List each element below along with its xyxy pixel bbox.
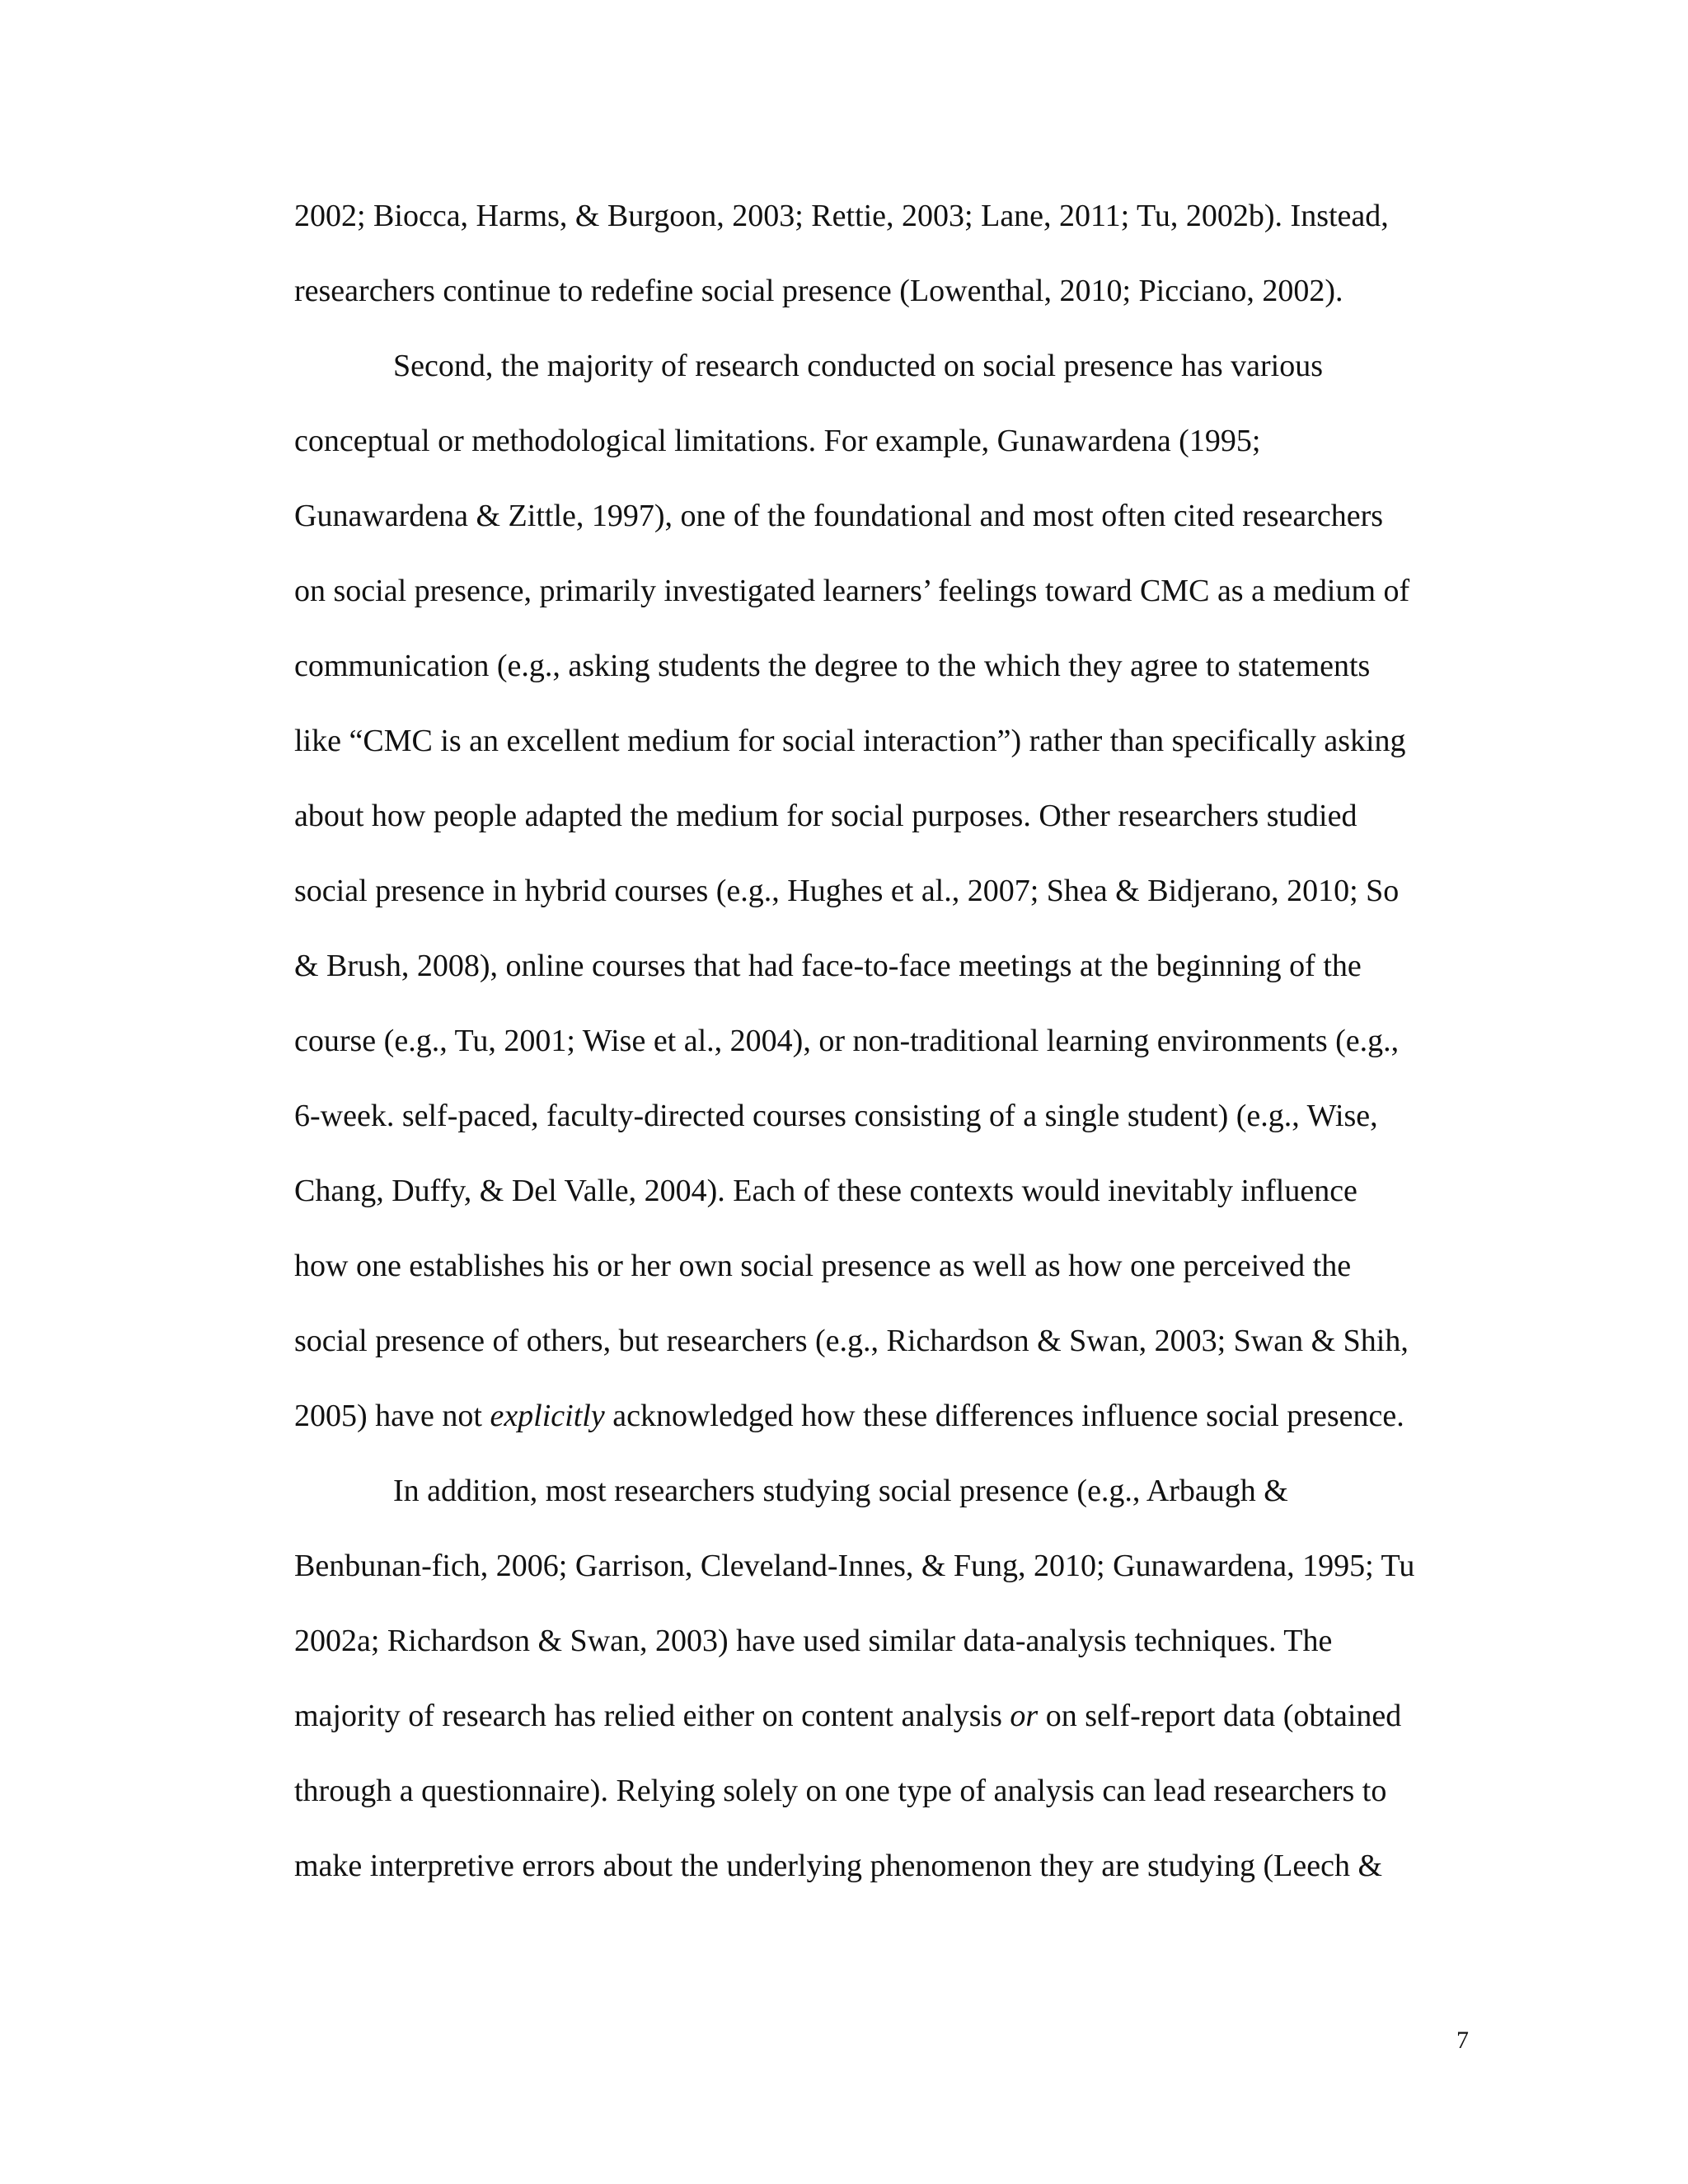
text-line: Chang, Duffy, & Del Valle, 2004). Each of these contexts would inevitably influence	[294, 1174, 1357, 1208]
text-line: social presence in hybrid courses (e.g., Hughes et al., 2007; Shea & Bidjerano, 2010; So	[294, 874, 1400, 908]
text-line: how one establishes his or her own social presence as well as how one perceived the	[294, 1249, 1352, 1283]
italic-emphasis: explicitly	[490, 1399, 605, 1433]
text-line: Benbunan-fich, 2006; Garrison, Cleveland-Innes, & Fung, 2010; Gunawardena, 1995; Tu	[294, 1549, 1415, 1583]
paragraph-first-line: Second, the majority of research conducted on social presence has various	[393, 349, 1323, 383]
text-line: communication (e.g., asking students the degree to the which they agree to statements	[294, 649, 1371, 683]
text-line: about how people adapted the medium for social purposes. Other researchers studied	[294, 799, 1357, 833]
text-line: course (e.g., Tu, 2001; Wise et al., 2004), or non-traditional learning environments (e.g.,	[294, 1024, 1400, 1058]
text-line: researchers continue to redefine social presence (Lowenthal, 2010; Picciano, 2002).	[294, 274, 1343, 308]
text-line: on social presence, primarily investigated learners’ feelings toward CMC as a medium of	[294, 574, 1410, 608]
text-line: 6-week. self-paced, faculty-directed courses consisting of a single student) (e.g., Wise,	[294, 1099, 1378, 1133]
text-line	[294, 1695, 1401, 1736]
text-line: & Brush, 2008), online courses that had face-to-face meetings at the beginning of the	[294, 949, 1362, 983]
text-line: 2002a; Richardson & Swan, 2003) have used similar data-analysis techniques. The	[294, 1624, 1333, 1658]
text-segment: on self-report data (obtained	[1038, 1699, 1402, 1733]
text-line	[294, 1395, 1404, 1436]
text-line: Gunawardena & Zittle, 1997), one of the foundational and most often cited researchers	[294, 499, 1384, 533]
paragraph-first-line: In addition, most researchers studying social presence (e.g., Arbaugh &	[393, 1474, 1288, 1508]
text-line: make interpretive errors about the underlying phenomenon they are studying (Leech &	[294, 1849, 1383, 1883]
text-segment: acknowledged how these differences influence social presence.	[604, 1399, 1404, 1433]
text-line: social presence of others, but researchers (e.g., Richardson & Swan, 2003; Swan & Shih,	[294, 1324, 1409, 1358]
text-segment: 2005) have not	[294, 1399, 490, 1433]
text-line: 2002; Biocca, Harms, & Burgoon, 2003; Rettie, 2003; Lane, 2011; Tu, 2002b). Instead,	[294, 199, 1389, 233]
page-number: 7	[1456, 2027, 1469, 2054]
text-segment: majority of research has relied either on content analysis	[294, 1699, 1010, 1733]
italic-emphasis: or	[1010, 1699, 1039, 1733]
text-line: conceptual or methodological limitations. For example, Gunawardena (1995;	[294, 424, 1261, 458]
text-line: like “CMC is an excellent medium for social interaction”) rather than specifically asking	[294, 724, 1406, 758]
text-line: through a questionnaire). Relying solely on one type of analysis can lead researchers to	[294, 1774, 1387, 1808]
